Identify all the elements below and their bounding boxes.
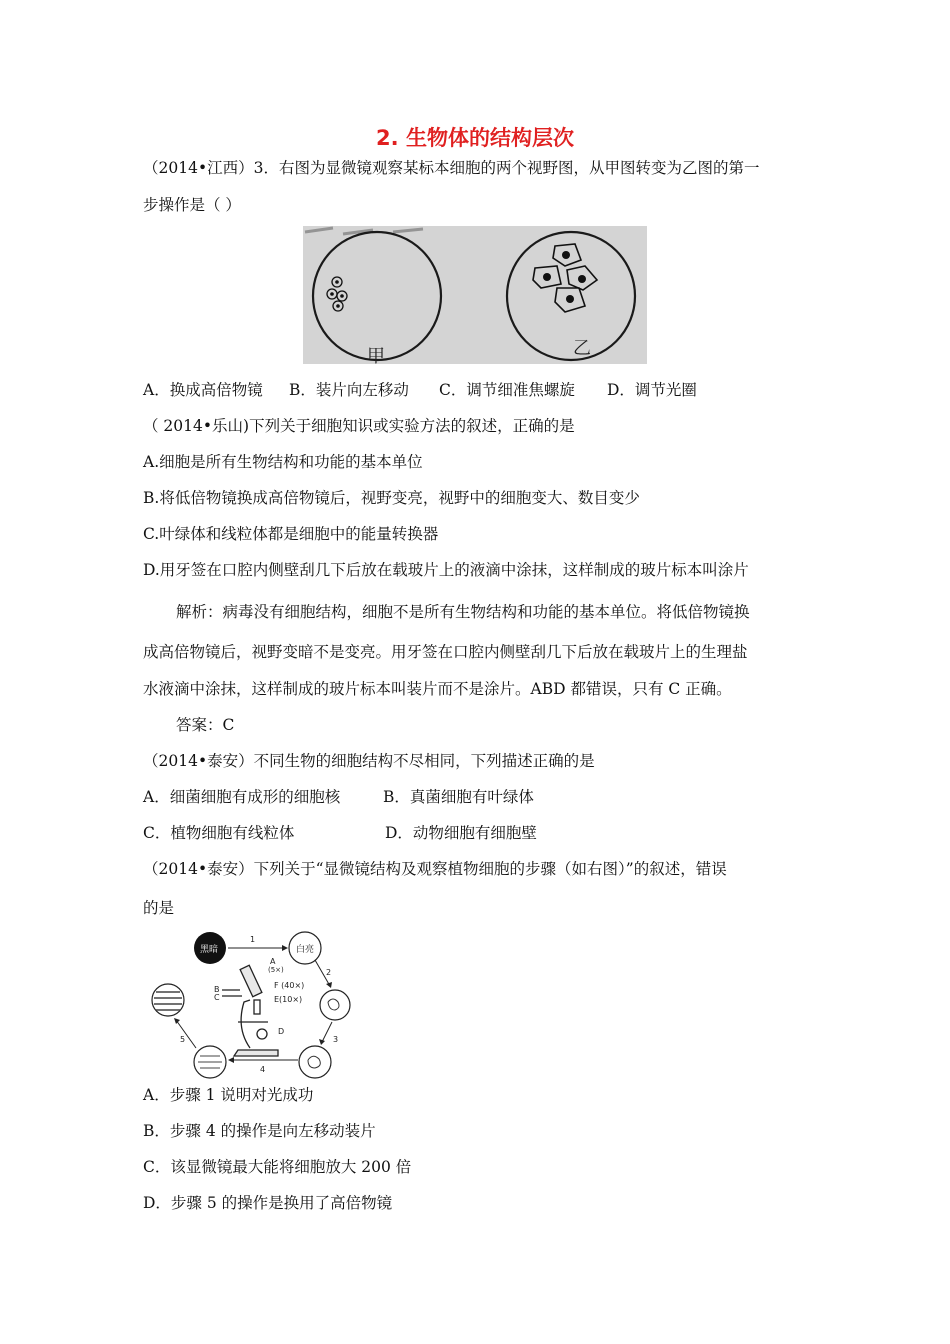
label-b: B [214, 985, 220, 994]
q3-stem: （2014•泰安）不同生物的细胞结构不尽相同，下列描述正确的是 [143, 752, 595, 770]
q2-answer: 答案：C [176, 716, 235, 734]
microscope-drawing [222, 965, 278, 1056]
q2-option-c[interactable]: C.叶绿体和线粒体都是细胞中的能量转换器 [143, 525, 439, 543]
q2-analysis-line1: 解析：病毒没有细胞结构，细胞不是所有生物结构和功能的基本单位。将低倍物镜换 [176, 603, 750, 621]
step-4-label: 4 [260, 1065, 266, 1074]
q1-option-c[interactable]: C．调节细准焦螺旋 [439, 381, 575, 399]
q3-option-c[interactable]: C．植物细胞有线粒体 [143, 824, 295, 842]
q1-option-a[interactable]: A．换成高倍物镜 [143, 381, 263, 399]
q1-figure-svg [303, 226, 647, 364]
q3-options-row2 [143, 821, 537, 843]
q1-stem-line2: 步操作是（ ） [143, 196, 241, 214]
q4-microscope-steps-figure [150, 930, 360, 1080]
q1-option-d[interactable]: D．调节光圈 [607, 381, 697, 399]
q3-option-a[interactable]: A．细菌细胞有成形的细胞核 [143, 788, 341, 806]
q2-analysis-line2: 成高倍物镜后，视野变暗不是变亮。用牙签在口腔内侧壁刮几下后放在载玻片上的生理盐 [143, 643, 748, 661]
q2-analysis-line3: 水液滴中涂抹，这样制成的玻片标本叫装片而不是涂片。ABD 都错误，只有 C 正确。 [143, 680, 732, 698]
bright-label: 白亮 [296, 945, 315, 955]
q2-stem: （ 2014•乐山)下列关于细胞知识或实验方法的叙述，正确的是 [143, 417, 575, 435]
q3-option-b[interactable]: B．真菌细胞有叶绿体 [383, 788, 534, 806]
q4-option-b[interactable]: B．步骤 4 的操作是向左移动装片 [143, 1122, 376, 1140]
q4-option-a[interactable]: A．步骤 1 说明对光成功 [143, 1086, 314, 1104]
q4-option-d[interactable]: D．步骤 5 的操作是换用了高倍物镜 [143, 1194, 393, 1212]
q2-option-b[interactable]: B.将低倍物镜换成高倍物镜后，视野变亮，视野中的细胞变大、数目变少 [143, 489, 640, 507]
q1-option-b[interactable]: B．装片向左移动 [289, 381, 409, 399]
q2-option-a[interactable]: A.细胞是所有生物结构和功能的基本单位 [143, 453, 423, 471]
step-5-label: 5 [180, 1035, 186, 1044]
dark-label: 黑暗 [200, 945, 219, 955]
q3-option-d[interactable]: D．动物细胞有细胞壁 [385, 824, 537, 842]
step-2-label: 2 [326, 968, 332, 977]
q1-microscope-fields-figure [303, 226, 647, 364]
q1-options [143, 378, 697, 400]
q4-stem-line1: （2014•泰安）下列关于“显微镜结构及观察植物细胞的步骤（如右图）”的叙述，错误 [143, 860, 727, 878]
q2-option-d[interactable]: D.用牙签在口腔内侧壁刮几下后放在载玻片上的液滴中涂抹，这样制成的玻片标本叫涂片 [143, 561, 749, 579]
label-e: E(10×) [274, 995, 303, 1004]
step-1-label: 1 [250, 935, 256, 944]
q4-figure-svg [150, 930, 360, 1080]
label-a: A [270, 957, 276, 966]
label-d: D [278, 1027, 285, 1036]
q3-options-row1 [143, 785, 534, 807]
step-3-label: 3 [333, 1035, 339, 1044]
label-yi: 乙 [573, 338, 591, 359]
page-title: 2. 生物体的结构层次 [376, 126, 574, 150]
q1-stem-line1: （2014•江西）3．右图为显微镜观察某标本细胞的两个视野图，从甲图转变为乙图的第一 [143, 159, 760, 177]
label-f: F (40×) [274, 981, 305, 990]
label-a-mag: (5×) [268, 966, 284, 974]
label-jia: 甲 [367, 346, 385, 364]
q4-option-c[interactable]: C．该显微镜最大能将细胞放大 200 倍 [143, 1158, 412, 1176]
q4-stem-line2: 的是 [143, 899, 175, 917]
label-c: C [214, 993, 220, 1002]
